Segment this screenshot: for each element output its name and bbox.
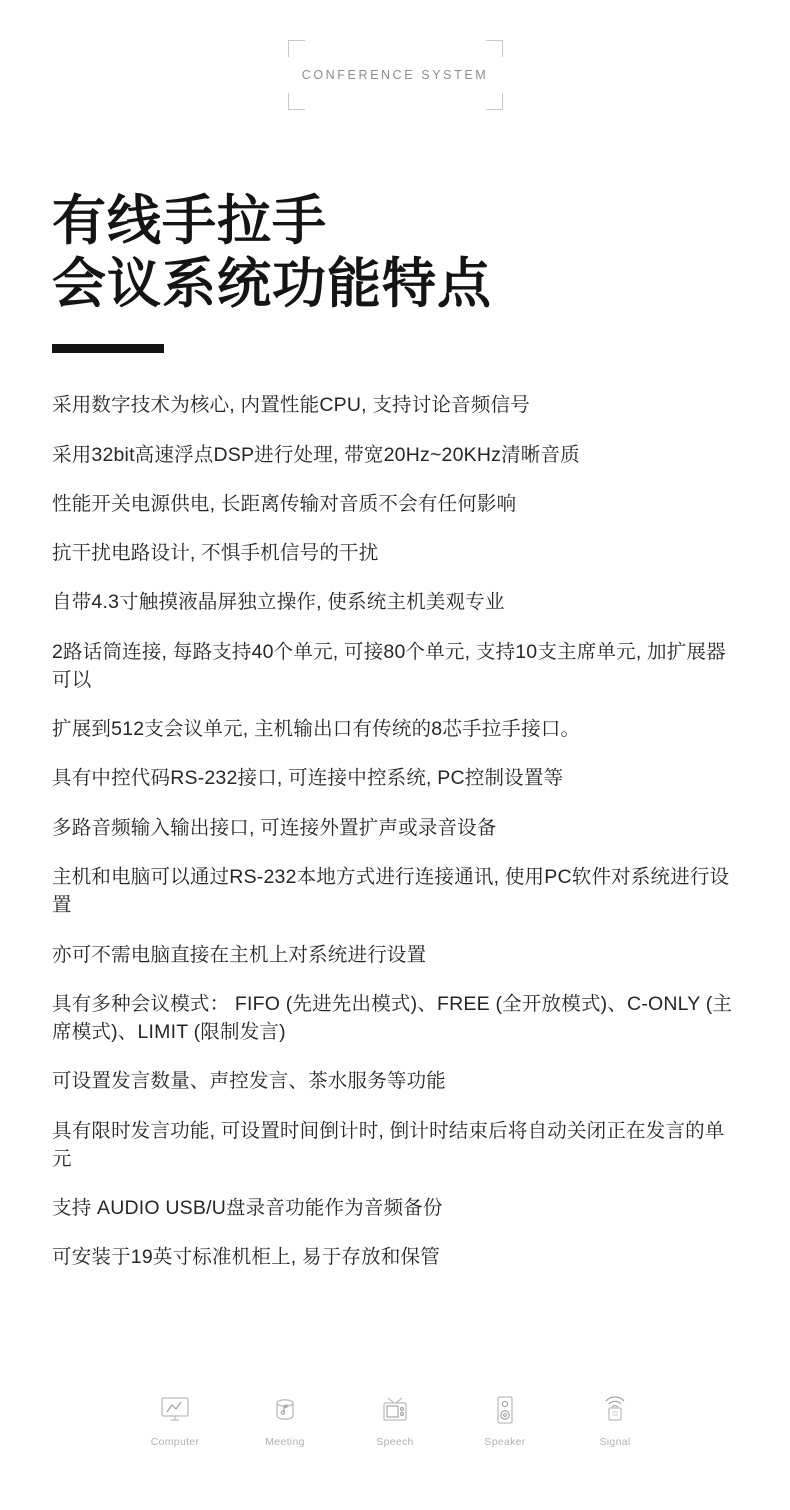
top-banner: [0, 0, 790, 150]
frame-corner-top-left-icon: [288, 40, 305, 57]
list-item: 具有中控代码RS-232接口, 可连接中控系统, PC控制设置等: [52, 767, 564, 790]
microphone-icon: [271, 1393, 299, 1427]
list-item: 自带4.3寸触摸液晶屏独立操作, 使系统主机美观专业: [52, 591, 505, 614]
footer-label: Speaker: [484, 1436, 526, 1448]
frame-corner-bottom-right-icon: [486, 93, 503, 110]
page-title-line-2: 会议系统功能特点: [52, 254, 492, 315]
footer-item-speaker: [474, 1393, 536, 1448]
banner-frame: [288, 40, 503, 110]
list-item: 支持 AUDIO USB/U盘录音功能作为音频备份: [52, 1197, 443, 1220]
page-title-line-1: 有线手拉手: [52, 191, 327, 251]
list-item: 2路话筒连接, 每路支持40个单元, 可接80个单元, 支持10支主席单元, 加扩展器可以: [52, 640, 726, 691]
signal-wave-icon: [599, 1393, 631, 1427]
banner-title: CONFERENCE SYSTEM: [301, 68, 489, 82]
feature-list: [0, 353, 790, 1271]
list-item: 可设置发言数量、声控发言、茶水服务等功能: [52, 1070, 447, 1093]
list-item: 具有限时发言功能, 可设置时间倒计时, 倒计时结束后将自动关闭正在发言的单元: [52, 1119, 725, 1170]
list-item: 采用32bit高速浮点DSP进行处理, 带宽20Hz~20KHz清晰音质: [52, 443, 580, 466]
list-item: 采用数字技术为核心, 内置性能CPU, 支持讨论音频信号: [52, 394, 530, 417]
footer-item-computer: [144, 1393, 206, 1448]
computer-monitor-icon: [160, 1393, 190, 1427]
list-item: 可安装于19英寸标准机柜上, 易于存放和保管: [52, 1246, 440, 1269]
list-item: 具有多种会议模式： FIFO (先进先出模式)、FREE (全开放模式)、C-ONLY (主席模式)、LIMIT (限制发言): [52, 992, 733, 1044]
footer-item-meeting: [254, 1393, 316, 1448]
title-underline-rule: [52, 344, 164, 353]
footer-item-signal: [584, 1393, 646, 1448]
list-item: 性能开关电源供电, 长距离传输对音质不会有任何影响: [52, 492, 517, 515]
footer-label: Computer: [150, 1436, 200, 1448]
footer-label: Meeting: [265, 1436, 305, 1448]
footer-label: Speech: [376, 1436, 414, 1448]
list-item: 扩展到512支会议单元, 主机输出口有传统的8芯手拉手接口。: [52, 718, 581, 741]
footer-icon-bar: [0, 1393, 790, 1448]
frame-corner-bottom-left-icon: [288, 93, 305, 110]
footer-item-speech: [364, 1393, 426, 1448]
list-item: 主机和电脑可以通过RS-232本地方式进行连接通讯, 使用PC软件对系统进行设置: [52, 866, 730, 917]
list-item: 抗干扰电路设计, 不惧手机信号的干扰: [52, 542, 379, 565]
page-title: [0, 150, 790, 353]
list-item: 多路音频输入输出接口, 可连接外置扩声或录音设备: [52, 816, 497, 839]
frame-corner-top-right-icon: [486, 40, 503, 57]
list-item: 亦可不需电脑直接在主机上对系统进行设置: [52, 943, 427, 966]
footer-label: Signal: [599, 1436, 631, 1448]
television-icon: [380, 1393, 410, 1427]
speaker-icon: [493, 1393, 517, 1427]
